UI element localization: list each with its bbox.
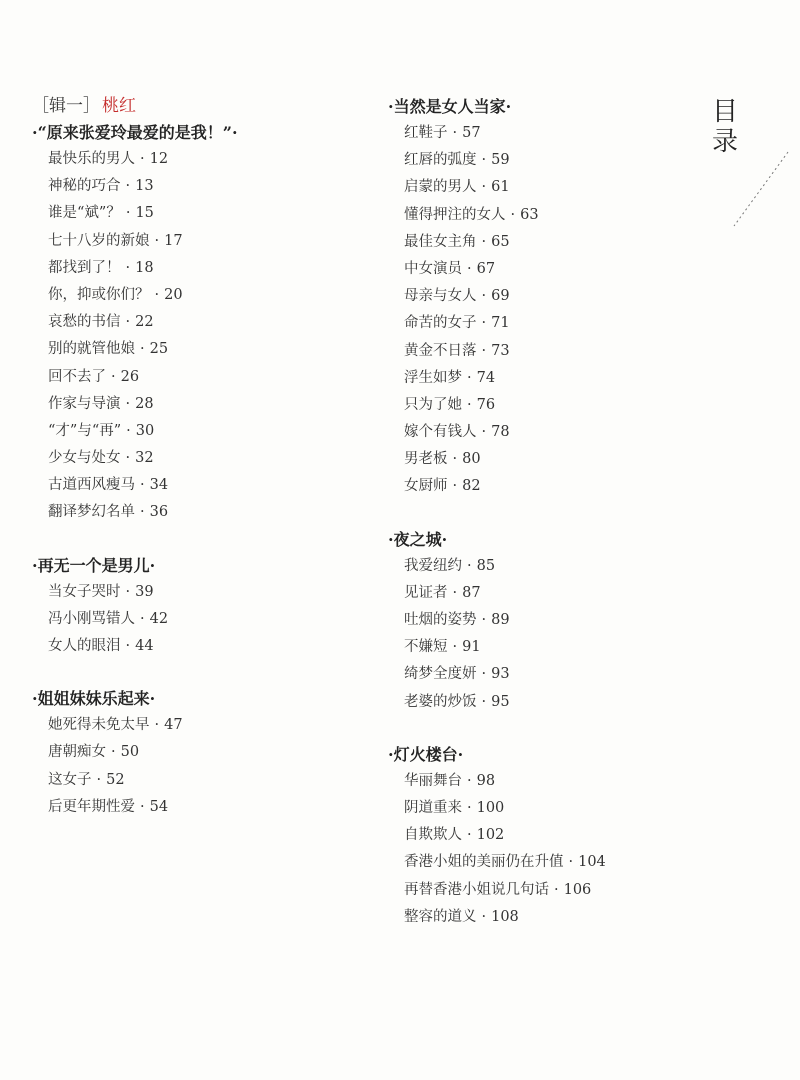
- entry-title: “才”与“再”: [48, 422, 122, 439]
- toc-heading: [710, 97, 740, 157]
- entry-page-number: 80: [462, 451, 481, 468]
- entry-page-number: 65: [491, 233, 510, 250]
- entry-page-number: 57: [462, 125, 481, 141]
- entry-separator: ·: [140, 504, 145, 521]
- toc-section: [388, 741, 708, 931]
- entry-title: 谁是“斌”？: [48, 205, 121, 222]
- entry-title: 回不去了: [48, 368, 106, 385]
- entry-list: [388, 768, 708, 931]
- toc-heading-char: 目: [711, 97, 738, 127]
- entry-title: 只为了她: [404, 396, 462, 413]
- entry-separator: ·: [111, 744, 116, 761]
- toc-entry[interactable]: [404, 310, 708, 337]
- entry-list: [32, 146, 372, 527]
- toc-section: [388, 526, 708, 716]
- entry-separator: ·: [481, 288, 487, 305]
- entry-page-number: 104: [578, 854, 606, 871]
- entry-title: 后更年期性爱: [48, 798, 135, 815]
- entry-page-number: 20: [164, 286, 183, 303]
- entry-title: 这女子: [48, 771, 92, 788]
- toc-entry[interactable]: [48, 794, 372, 821]
- entry-separator: ·: [467, 827, 472, 844]
- entry-title: 启蒙的男人: [404, 179, 477, 196]
- entry-separator: ·: [481, 666, 487, 683]
- entry-separator: ·: [481, 315, 487, 332]
- entry-title: 自欺欺人: [404, 827, 462, 844]
- entry-page-number: 85: [476, 557, 496, 574]
- entry-separator: ·: [481, 342, 487, 359]
- entry-title: 女厨师: [404, 478, 448, 495]
- entry-page-number: 78: [491, 424, 510, 441]
- entry-title: 红唇的弧度: [404, 152, 477, 169]
- entry-title: 见证者: [404, 584, 448, 601]
- entry-page-number: 47: [164, 717, 183, 734]
- entry-separator: ·: [467, 260, 472, 277]
- entry-separator: ·: [554, 881, 559, 898]
- toc-entry[interactable]: [48, 364, 372, 391]
- toc-entry[interactable]: [404, 419, 708, 446]
- section-title: ·姐姐妹妹乐起来·: [32, 689, 156, 709]
- entry-title: 不嫌短: [404, 639, 448, 656]
- toc-entry[interactable]: [404, 877, 708, 904]
- section-title: ·当然是女人当家·: [388, 97, 512, 116]
- entry-title: 我爱纽约: [404, 557, 462, 574]
- entry-page-number: 54: [149, 798, 169, 815]
- entry-page-number: 52: [106, 771, 125, 788]
- toc-entry[interactable]: [48, 336, 372, 363]
- entry-page-number: 102: [476, 827, 505, 844]
- toc-entry[interactable]: [404, 634, 708, 661]
- entry-separator: ·: [452, 639, 458, 656]
- entry-separator: ·: [452, 125, 458, 141]
- toc-heading-char: 录: [711, 127, 738, 157]
- entry-title: 母亲与女人: [404, 288, 477, 305]
- toc-entry[interactable]: [404, 904, 708, 931]
- entry-page-number: 59: [491, 152, 510, 169]
- toc-column-left: [32, 93, 372, 821]
- entry-page-number: 100: [476, 799, 505, 816]
- toc-entry[interactable]: [404, 607, 708, 634]
- entry-page-number: 13: [135, 178, 154, 195]
- toc-entry[interactable]: [48, 712, 372, 739]
- toc-section: [32, 552, 372, 661]
- entry-separator: ·: [125, 395, 131, 412]
- entry-title: 黄金不日落: [404, 342, 477, 359]
- toc-entry[interactable]: [48, 739, 372, 766]
- entry-separator: ·: [154, 286, 160, 303]
- toc-entry[interactable]: [48, 255, 372, 282]
- entry-title: 神秘的巧合: [48, 178, 121, 195]
- toc-entry[interactable]: [404, 256, 708, 283]
- entry-page-number: 71: [491, 315, 510, 332]
- toc-entry[interactable]: [404, 147, 708, 174]
- entry-title: 懂得押注的女人: [404, 206, 506, 223]
- entry-list: [32, 579, 372, 661]
- entry-page-number: 30: [135, 422, 155, 439]
- entry-page-number: 44: [135, 638, 154, 654]
- toc-section: [32, 119, 372, 527]
- entry-title: 哀愁的书信: [48, 314, 121, 331]
- toc-column-right: [388, 93, 708, 931]
- entry-title: 古道西风瘦马: [48, 477, 135, 494]
- entry-title: 她死得未免太早: [48, 717, 150, 734]
- entry-title: 都找到了！: [48, 259, 121, 276]
- entry-page-number: 98: [476, 772, 496, 789]
- entry-separator: ·: [125, 205, 131, 222]
- entry-separator: ·: [481, 908, 487, 925]
- entry-separator: ·: [111, 368, 116, 385]
- entry-separator: ·: [452, 478, 458, 495]
- entry-title: 当女子哭时: [48, 583, 121, 600]
- toc-entry[interactable]: [48, 173, 372, 200]
- toc-entry[interactable]: [48, 472, 372, 499]
- entry-separator: ·: [481, 424, 487, 441]
- toc-entry[interactable]: [404, 229, 708, 256]
- entry-separator: ·: [510, 206, 516, 223]
- toc-section: [32, 685, 372, 821]
- entry-separator: ·: [125, 314, 131, 331]
- entry-separator: ·: [126, 422, 131, 439]
- toc-entry[interactable]: [404, 553, 708, 580]
- entry-title: 绮梦全度妍: [404, 666, 477, 683]
- entry-separator: ·: [467, 557, 472, 574]
- toc-entry[interactable]: [404, 338, 708, 365]
- entry-title: 中女演员: [404, 260, 462, 277]
- entry-page-number: 69: [491, 288, 510, 305]
- entry-separator: ·: [125, 638, 131, 654]
- toc-entry[interactable]: [404, 283, 708, 310]
- entry-separator: ·: [481, 179, 487, 196]
- entry-title: 香港小姐的美丽仍在升值: [404, 854, 564, 871]
- entry-list: [32, 712, 372, 821]
- toc-entry[interactable]: [404, 689, 708, 716]
- entry-title: 华丽舞台: [404, 772, 462, 789]
- entry-separator: ·: [467, 369, 472, 386]
- part-label: ［辑一］: [32, 96, 100, 116]
- toc-entry[interactable]: [404, 365, 708, 392]
- entry-title: 再替香港小姐说几句话: [404, 881, 549, 898]
- entry-separator: ·: [467, 772, 472, 789]
- toc-entry[interactable]: [48, 228, 372, 255]
- toc-entry[interactable]: [404, 174, 708, 201]
- entry-list: [388, 553, 708, 716]
- entry-page-number: 17: [164, 232, 183, 249]
- entry-title: 最快乐的男人: [48, 151, 135, 167]
- entry-separator: ·: [125, 178, 131, 195]
- entry-separator: ·: [452, 584, 458, 601]
- entry-page-number: 89: [491, 612, 510, 628]
- entry-separator: ·: [140, 610, 145, 627]
- entry-separator: ·: [467, 396, 472, 413]
- toc-entry[interactable]: [48, 499, 372, 526]
- entry-page-number: 63: [520, 206, 539, 223]
- entry-page-number: 50: [120, 744, 140, 761]
- entry-separator: ·: [467, 799, 472, 816]
- entry-title: 阴道重来: [404, 799, 462, 816]
- part-title: 桃红: [102, 96, 136, 116]
- toc-entry[interactable]: [404, 822, 708, 849]
- entry-page-number: 67: [476, 260, 496, 277]
- toc-entry[interactable]: [48, 606, 372, 633]
- toc-entry[interactable]: [48, 200, 372, 227]
- entry-title: 冯小刚骂错人: [48, 610, 135, 627]
- entry-title: 浮生如梦: [404, 369, 462, 386]
- entry-title: 最佳女主角: [404, 233, 477, 250]
- entry-page-number: 12: [149, 151, 169, 167]
- entry-separator: ·: [481, 233, 487, 250]
- entry-page-number: 34: [149, 477, 169, 494]
- toc-entry[interactable]: [48, 579, 372, 606]
- entry-page-number: 36: [149, 504, 169, 521]
- entry-separator: ·: [154, 717, 160, 734]
- part-heading: [32, 93, 372, 119]
- toc-entry[interactable]: [404, 446, 708, 473]
- toc-entry[interactable]: [48, 767, 372, 794]
- entry-page-number: 61: [491, 179, 510, 196]
- toc-section: [388, 93, 708, 501]
- toc-entry[interactable]: [48, 282, 372, 309]
- entry-list: [388, 120, 708, 501]
- entry-page-number: 106: [563, 881, 592, 898]
- entry-page-number: 15: [135, 205, 154, 222]
- entry-page-number: 28: [135, 395, 154, 412]
- entry-page-number: 74: [476, 369, 496, 386]
- toc-entry[interactable]: [48, 309, 372, 336]
- entry-title: 别的就管他娘: [48, 341, 135, 358]
- toc-entry[interactable]: [404, 392, 708, 419]
- toc-entry[interactable]: [48, 146, 372, 173]
- entry-separator: ·: [568, 854, 574, 871]
- section-title: ·夜之城·: [388, 529, 448, 549]
- entry-page-number: 93: [491, 666, 510, 683]
- entry-separator: ·: [481, 612, 487, 628]
- entry-separator: ·: [154, 232, 160, 249]
- decorative-dashed-line: [730, 150, 790, 230]
- entry-separator: ·: [96, 771, 102, 788]
- entry-page-number: 73: [491, 342, 510, 359]
- toc-entry[interactable]: [48, 418, 372, 445]
- entry-page-number: 76: [476, 396, 496, 413]
- right-sections: [388, 93, 708, 931]
- entry-page-number: 22: [135, 314, 154, 331]
- entry-title: 男老板: [404, 451, 448, 468]
- toc-entry[interactable]: [404, 202, 708, 229]
- toc-entry[interactable]: [404, 120, 708, 147]
- entry-title: 吐烟的姿势: [404, 612, 477, 628]
- entry-page-number: 91: [462, 639, 481, 656]
- entry-title: 老婆的炒饭: [404, 693, 477, 710]
- entry-separator: ·: [140, 341, 145, 358]
- toc-entry[interactable]: [48, 391, 372, 418]
- entry-page-number: 39: [135, 583, 154, 600]
- entry-separator: ·: [481, 693, 487, 710]
- toc-entry[interactable]: [404, 580, 708, 607]
- entry-title: 作家与导演: [48, 395, 121, 412]
- toc-entry[interactable]: [48, 445, 372, 472]
- toc-entry[interactable]: [404, 473, 708, 500]
- entry-title: 命苦的女子: [404, 315, 477, 332]
- entry-separator: ·: [481, 152, 487, 169]
- entry-title: 七十八岁的新娘: [48, 232, 150, 249]
- entry-page-number: 87: [462, 584, 481, 601]
- section-title: ·灯火楼台·: [388, 744, 464, 764]
- entry-page-number: 32: [135, 450, 154, 467]
- section-title: ·“原来张爱玲最爱的是我！”·: [32, 123, 238, 142]
- entry-separator: ·: [140, 798, 145, 815]
- toc-entry[interactable]: [404, 795, 708, 822]
- entry-page-number: 95: [491, 693, 510, 710]
- left-sections: [32, 119, 372, 821]
- section-title: ·再无一个是男儿·: [32, 555, 156, 575]
- entry-separator: ·: [452, 451, 458, 468]
- entry-page-number: 25: [149, 341, 169, 358]
- entry-page-number: 26: [120, 368, 140, 385]
- entry-title: 整容的道义: [404, 908, 477, 925]
- entry-separator: ·: [125, 583, 131, 600]
- entry-separator: ·: [125, 450, 131, 467]
- entry-separator: ·: [140, 151, 145, 167]
- toc-entry[interactable]: [48, 633, 372, 660]
- entry-page-number: 108: [491, 908, 519, 925]
- toc-entry[interactable]: [404, 661, 708, 688]
- entry-title: 你，抑或你们？: [48, 286, 150, 303]
- toc-entry[interactable]: [404, 768, 708, 795]
- entry-separator: ·: [140, 477, 145, 494]
- toc-entry[interactable]: [404, 849, 708, 876]
- entry-title: 嫁个有钱人: [404, 424, 477, 441]
- entry-page-number: 18: [135, 259, 154, 276]
- entry-page-number: 42: [149, 610, 169, 627]
- entry-title: 翻译梦幻名单: [48, 504, 135, 521]
- entry-page-number: 82: [462, 478, 481, 495]
- entry-title: 红鞋子: [404, 125, 448, 141]
- entry-title: 唐朝痴女: [48, 744, 106, 761]
- entry-title: 少女与处女: [48, 450, 121, 467]
- entry-title: 女人的眼泪: [48, 638, 121, 654]
- entry-separator: ·: [125, 259, 131, 276]
